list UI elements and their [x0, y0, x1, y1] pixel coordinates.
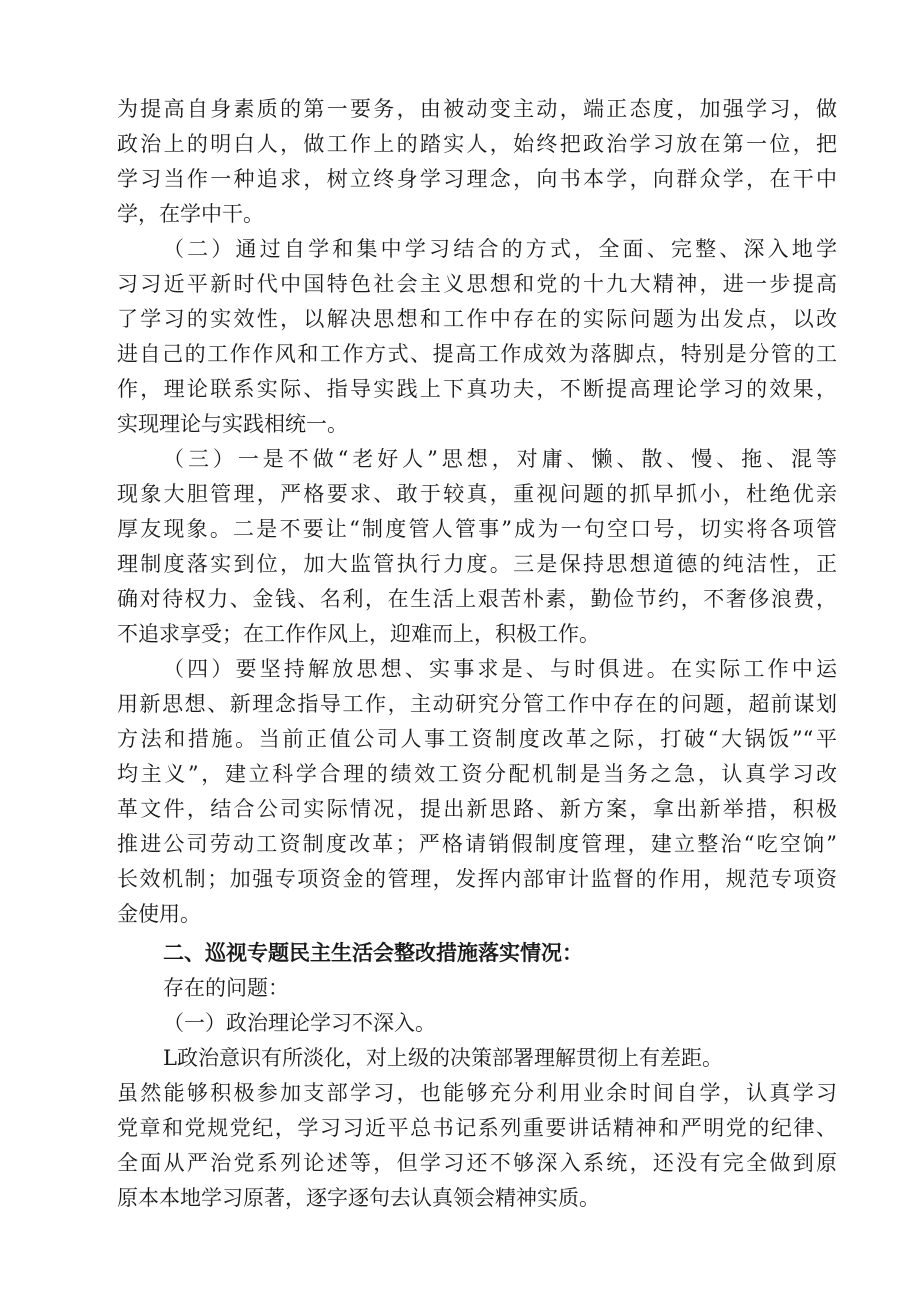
text-line: 金使用。 [117, 902, 201, 926]
text-line: 学，在学中干。 [117, 202, 264, 226]
text-line: 长效机制；加强专项资金的管理，发挥内部审计监督的作用，规范专项资 [117, 867, 837, 891]
text-line: 了学习的实效性，以解决思想和工作中存在的实际问题为出发点，以改 [117, 307, 837, 331]
paragraph-4-first-line: （四）要坚持解放思想、实事求是、与时俱进。在实际工作中运 [163, 657, 837, 681]
text-line: 现象大胆管理，严格要求、敢于较真，重视问题的抓早抓小，杜绝优亲 [117, 482, 837, 506]
text-line: 均主义”，建立科学合理的绩效工资分配机制是当务之急，认真学习改 [117, 762, 837, 786]
document-body [117, 92, 837, 1216]
text-line: 原本本地学习原著，逐字逐句去认真领会精神实质。 [117, 1186, 600, 1210]
text-line: 实现理论与实践相统一。 [117, 412, 348, 436]
text-line: 确对待权力、金钱、名利，在生活上艰苦朴素，勤俭节约，不奢侈浪费， [117, 587, 837, 611]
text-line: 不追求享受；在工作作风上，迎难而上，积极工作。 [117, 622, 600, 646]
problem-1-title: （一）政治理论学习不深入。 [163, 1011, 436, 1035]
paragraph-2-first-line: （二）通过自学和集中学习结合的方式，全面、完整、深入地学 [163, 237, 837, 261]
text-line: 进自己的工作作风和工作方式、提高工作成效为落脚点，特别是分管的工 [117, 342, 837, 366]
problems-label: 存在的问题： [163, 976, 289, 1000]
text-line: 政治上的明白人，做工作上的踏实人，始终把政治学习放在第一位，把 [117, 132, 837, 156]
text-line: 党章和党规党纪，学习习近平总书记系列重要讲话精神和严明党的纪律、 [117, 1116, 837, 1140]
text-line: 虽然能够积极参加支部学习，也能够充分利用业余时间自学，认真学习 [117, 1081, 837, 1105]
paragraph-3-first-line: （三）一是不做“老好人”思想，对庸、懒、散、慢、拖、混等 [163, 447, 837, 471]
text-line: 理制度落实到位，加大监管执行力度。三是保持思想道德的纯洁性，正 [117, 552, 837, 576]
text-line: 推进公司劳动工资制度改革；严格请销假制度管理，建立整治“吃空饷” [117, 832, 837, 856]
text-line: 革文件，结合公司实际情况，提出新思路、新方案，拿出新举措，积极 [117, 797, 837, 821]
text-line: 学习当作一种追求，树立终身学习理念，向书本学，向群众学，在干中 [117, 167, 837, 191]
text-line: 方法和措施。当前正值公司人事工资制度改革之际，打破“大锅饭”“平 [117, 727, 837, 751]
problem-1-item-1: L政治意识有所淡化，对上级的决策部署理解贯彻上有差距。 [163, 1046, 723, 1070]
text-line: 为提高自身素质的第一要务，由被动变主动，端正态度，加强学习，做 [117, 97, 837, 121]
text-line: 用新思想、新理念指导工作，主动研究分管工作中存在的问题，超前谋划 [117, 692, 837, 716]
text-line: 作，理论联系实际、指导实践上下真功夫，不断提高理论学习的效果， [117, 377, 837, 401]
text-line: 全面从严治党系列论述等，但学习还不够深入系统，还没有完全做到原 [117, 1151, 837, 1175]
text-line: 厚友现象。二是不要让“制度管人管事”成为一句空口号，切实将各项管 [117, 517, 837, 541]
section-heading: 二、巡视专题民主生活会整改措施落实情况： [163, 941, 583, 965]
text-line: 习习近平新时代中国特色社会主义思想和党的十九大精神，进一步提高 [117, 272, 837, 296]
